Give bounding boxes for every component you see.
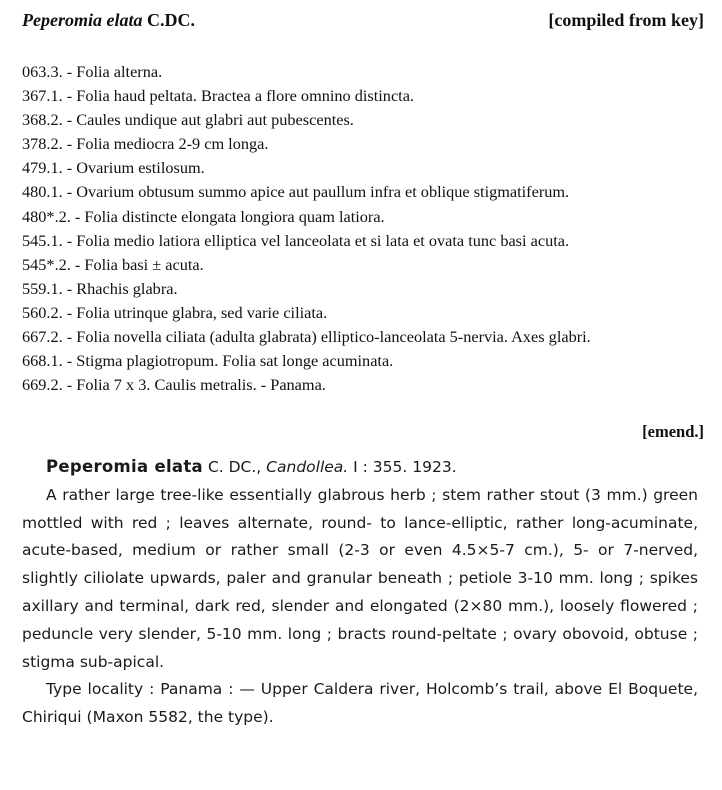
key-line: 560.2. - Folia utrinque glabra, sed varie ciliata.	[22, 302, 328, 322]
key-line: 545.1. - Folia medio latiora elliptica vel lanceolata et si lata et ovata tunc basi acuta.	[22, 230, 570, 250]
entry-description: A rather large tree-like essentially glabrous herb ; stem rather stout (3 mm.) green mottled with red ; leaves alternate, round- to lance-elliptic, rather long-acuminate, acute-based, medium or rather small (2-3 or even 4.5×5-7 cm.), 5- or 7-nerved, slightly ciliolate upwards, paler and granular beneath ; petiole 3-10 mm. long ; spikes axillary and terminal, dark red, slender and elongated (2×80 mm.), loosely flowered ; peduncle very slender, 5-10 mm. long ; bracts round-peltate ; ovary obovoid, obtuse ; stigma sub-apical.	[22, 485, 698, 671]
header-title	[22, 10, 195, 31]
key-line: 378.2. - Folia mediocra 2-9 cm longa.	[22, 134, 269, 154]
entry-species-name: Peperomia elata	[46, 457, 203, 476]
entry-heading	[22, 453, 698, 482]
key-line: 669.2. - Folia 7 x 3. Caulis metralis. - Panama.	[22, 375, 326, 395]
header-species-author: C.DC.	[146, 10, 195, 30]
page-header	[22, 10, 704, 34]
key-lines-list	[22, 60, 722, 397]
key-line: 480*.2. - Folia distincte elongata longiora quam latiora.	[22, 206, 385, 226]
key-line: 368.2. - Caules undique aut glabri aut pubescentes.	[22, 110, 354, 130]
emend-note: [emend.]	[642, 422, 704, 441]
key-line: 559.1. - Rhachis glabra.	[22, 278, 178, 298]
entry-type-locality: Type locality : Panama : — Upper Caldera river, Holcomb’s trail, above El Boquete, Chiriqui (Maxon 5582, the type).	[22, 680, 698, 727]
entry-citation: I : 355. 1923.	[353, 458, 457, 476]
key-line: 668.1. - Stigma plagiotropum. Folia sat longe acuminata.	[22, 351, 394, 371]
key-line: 367.1. - Folia haud peltata. Bractea a flore omnino distincta.	[22, 86, 414, 106]
key-line: 667.2. - Folia novella ciliata (adulta glabrata) elliptico-lanceolata 5-nervia. Axes glabri.	[22, 327, 591, 347]
key-line: 545*.2. - Folia basi ± acuta.	[22, 254, 204, 274]
species-entry	[22, 453, 698, 732]
compiled-note: [compiled from key]	[548, 10, 704, 30]
header-species-name: Peperomia elata	[22, 10, 143, 30]
key-line: 480.1. - Ovarium obtusum summo apice aut paullum infra et oblique stigmatiferum.	[22, 182, 570, 202]
entry-author: C. DC.,	[207, 458, 262, 476]
key-line: 063.3. - Folia alterna.	[22, 62, 163, 81]
entry-journal: Candollea.	[266, 458, 349, 476]
key-line: 479.1. - Ovarium estilosum.	[22, 158, 205, 178]
